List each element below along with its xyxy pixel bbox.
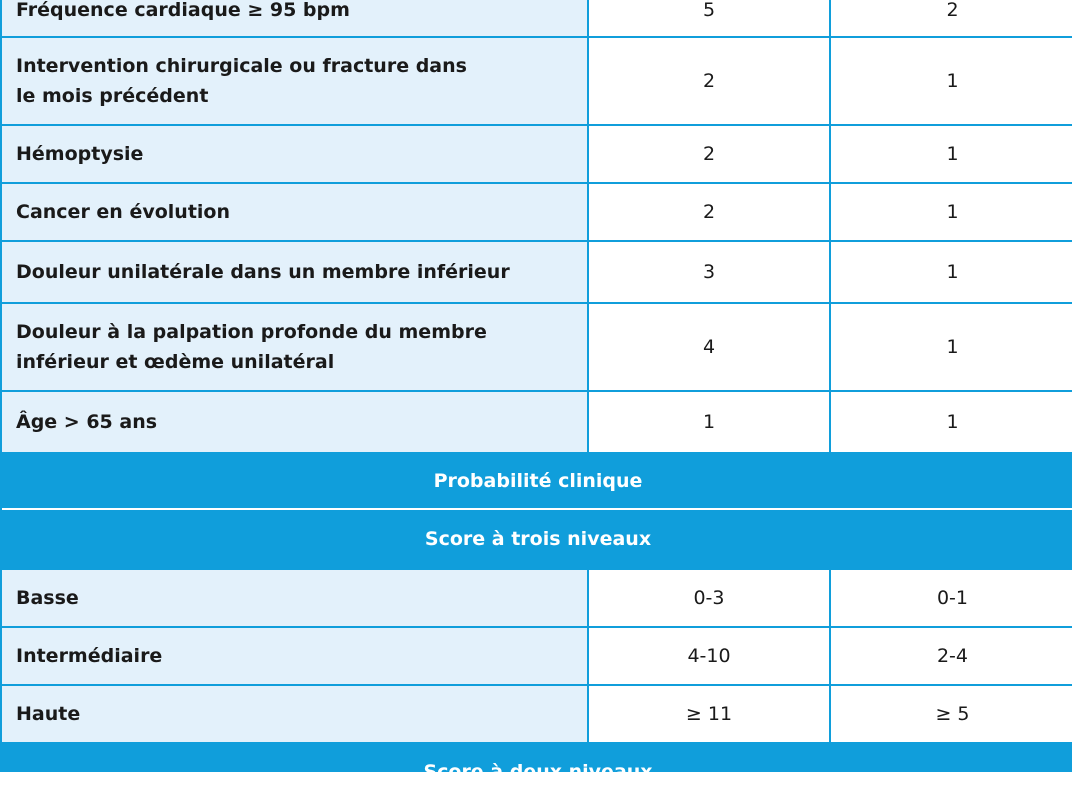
row-label: Intervention chirurgicale ou fracture dans le mois précédent xyxy=(2,38,587,124)
row-score-2: 1 xyxy=(831,38,1072,124)
row-label: Douleur unilatérale dans un membre inférieur xyxy=(2,242,587,302)
row-score-1: 2 xyxy=(589,126,829,182)
row-score-1: 4-10 xyxy=(589,628,829,684)
table-row xyxy=(2,38,1072,124)
table-row xyxy=(2,0,1072,36)
table-row xyxy=(2,628,1072,684)
row-score-1: 2 xyxy=(589,38,829,124)
row-score-2: 1 xyxy=(831,242,1072,302)
row-score-1: 5 xyxy=(589,0,829,36)
row-score-1: 2 xyxy=(589,184,829,240)
row-label: Cancer en évolution xyxy=(2,184,587,240)
row-score-2: 0-1 xyxy=(831,570,1072,626)
section-header-deux-niveaux: Score à deux niveaux xyxy=(423,761,653,783)
table-row xyxy=(2,304,1072,390)
table-row xyxy=(2,392,1072,452)
row-label: Basse xyxy=(2,570,587,626)
row-label: Intermédiaire xyxy=(2,628,587,684)
section-header-trois-niveaux: Score à trois niveaux xyxy=(424,528,652,550)
row-score-1: 0-3 xyxy=(589,570,829,626)
row-label: Douleur à la palpation profonde du membre inférieur et œdème unilatéral xyxy=(2,304,587,390)
row-score-1: 3 xyxy=(589,242,829,302)
section-header-probabilite: Probabilité clinique xyxy=(433,470,643,492)
table-row xyxy=(2,126,1072,182)
row-score-2: 2 xyxy=(831,0,1072,36)
row-score-2: 1 xyxy=(831,126,1072,182)
row-score-2: 1 xyxy=(831,392,1072,452)
row-score-2: 2-4 xyxy=(831,628,1072,684)
row-label: Hémoptysie xyxy=(2,126,587,182)
row-score-1: 4 xyxy=(589,304,829,390)
row-score-1: ≥ 11 xyxy=(589,686,829,742)
row-score-2: 1 xyxy=(831,304,1072,390)
row-label: Fréquence cardiaque ≥ 95 bpm xyxy=(2,0,587,36)
table-row xyxy=(2,184,1072,240)
row-label: Âge > 65 ans xyxy=(2,392,587,452)
row-label: Haute xyxy=(2,686,587,742)
row-score-2: 1 xyxy=(831,184,1072,240)
table-row xyxy=(2,570,1072,626)
row-score-2: ≥ 5 xyxy=(831,686,1072,742)
table-row xyxy=(2,242,1072,302)
row-score-1: 1 xyxy=(589,392,829,452)
table-row xyxy=(2,686,1072,742)
